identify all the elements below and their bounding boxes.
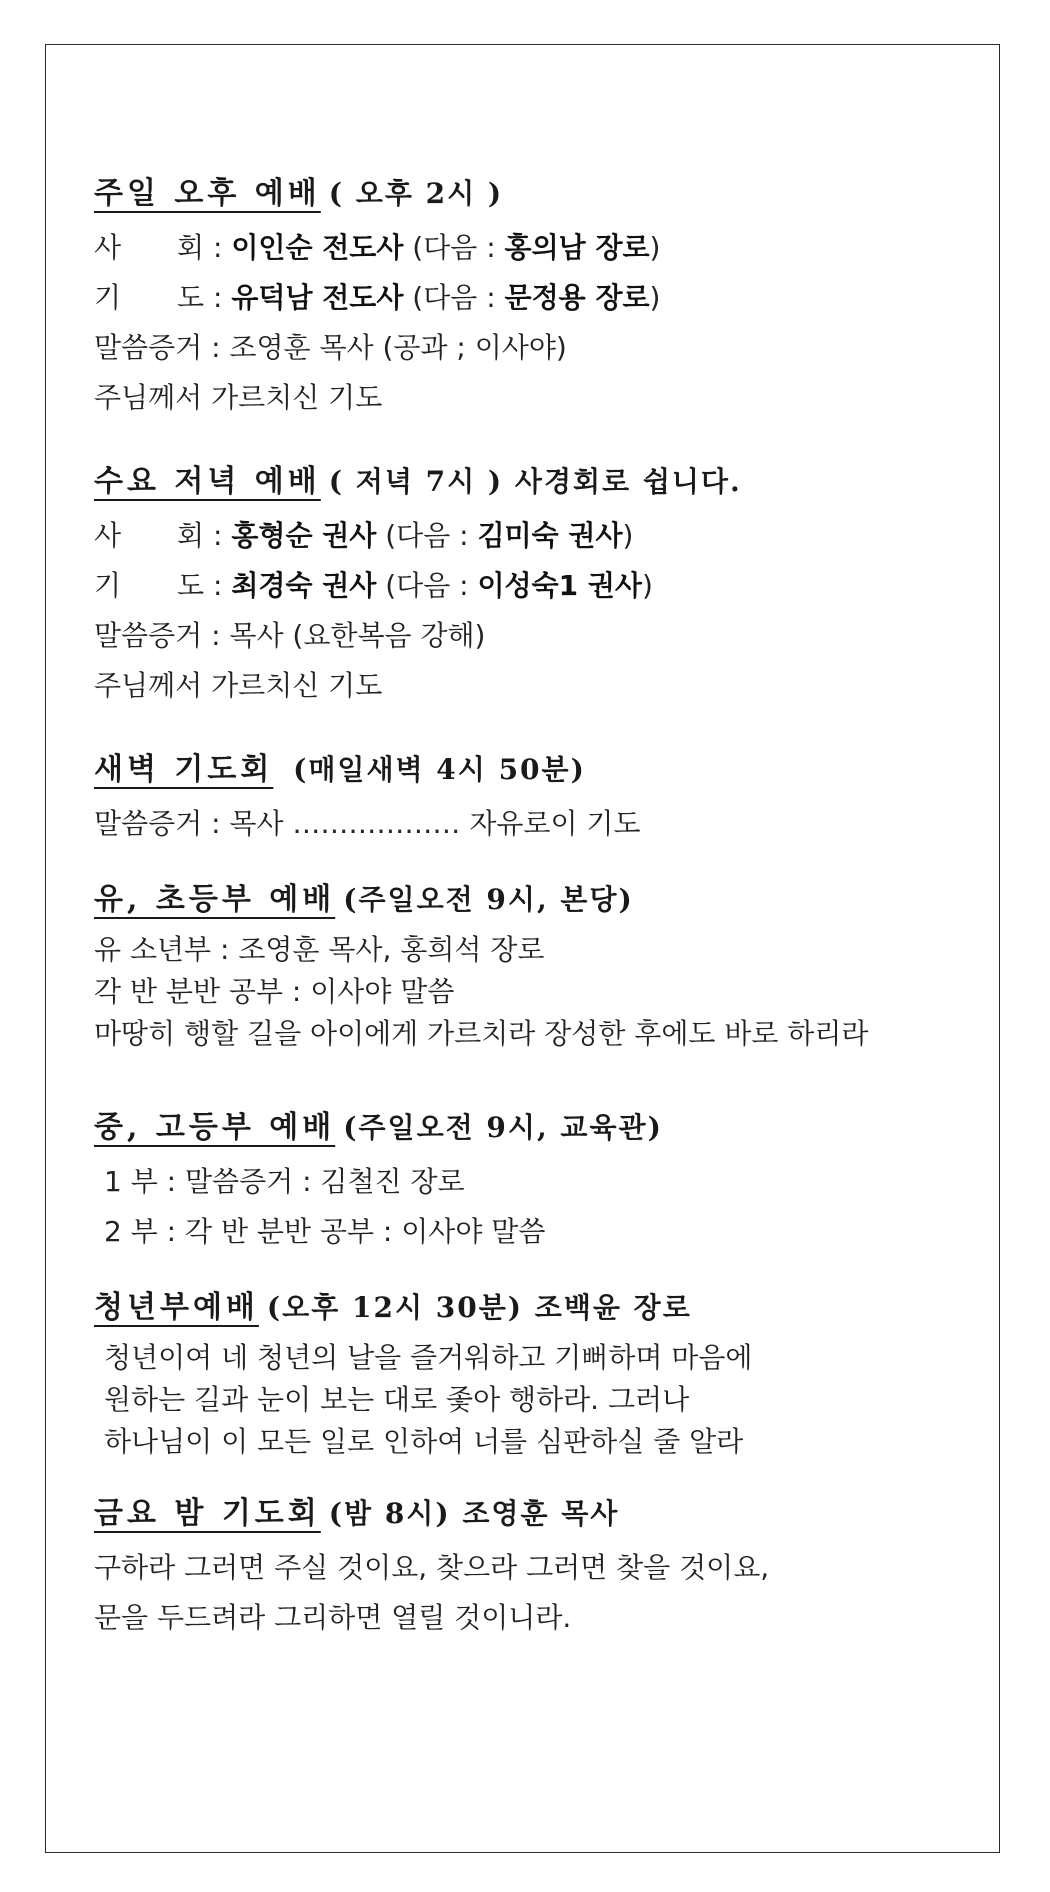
paren-close: ) <box>649 231 661 264</box>
part1-line: 1 부 : 말씀증거 : 김철진 장로 <box>104 1165 465 1198</box>
paren-close: ) <box>649 281 661 314</box>
prayer-name: 최경숙 권사 <box>231 569 377 602</box>
study-line: 각 반 분반 공부 : 이사야 말씀 <box>94 975 455 1008</box>
section-wednesday-evening <box>94 453 979 711</box>
verse-line: 하나님이 이 모든 일로 인하여 너를 심판하실 줄 알라 <box>104 1425 744 1458</box>
section-sunday-afternoon <box>94 165 979 423</box>
lords-prayer-line: 주님께서 가르치신 기도 <box>94 381 383 414</box>
host-line <box>94 511 979 561</box>
section-note: (매일새벽 4시 50분) <box>281 753 586 786</box>
next-host-name: 홍의남 장로 <box>504 231 650 264</box>
section-note: ( 저녁 7시 ) 사경회로 쉽니다. <box>328 465 742 498</box>
section-note: (오후 12시 30분) 조백윤 장로 <box>266 1291 692 1324</box>
section-note: (주일오전 9시, 본당) <box>343 883 634 916</box>
verse-line: 구하라 그러면 주실 것이요, 찾으라 그러면 찾을 것이요, <box>94 1551 770 1584</box>
section-title: 주일 오후 예배 <box>94 176 321 211</box>
section-secondary <box>94 1099 979 1257</box>
host-label: 사 회 : <box>94 231 232 264</box>
lords-prayer-line: 주님께서 가르치신 기도 <box>94 669 383 702</box>
section-heading <box>94 165 979 223</box>
leader-line: 유 소년부 : 조영훈 목사, 홍희석 장로 <box>94 933 545 966</box>
section-friday-prayer <box>94 1485 979 1643</box>
next-host-name: 김미숙 권사 <box>477 519 623 552</box>
sermon-line: 말씀증거 : 목사 (요한복음 강해) <box>94 619 486 652</box>
verse-line: 문을 두드려라 그리하면 열릴 것이니라. <box>94 1601 572 1634</box>
bulletin-frame <box>45 44 1000 1853</box>
host-label: 사 회 : <box>94 519 232 552</box>
section-title: 유, 초등부 예배 <box>94 882 336 917</box>
prayer-label: 기 도 : <box>94 281 232 314</box>
next-label: (다음 : <box>376 569 478 602</box>
section-heading <box>94 1099 979 1157</box>
section-heading <box>94 1485 979 1543</box>
bulletin-content <box>94 165 979 1643</box>
section-title: 중, 고등부 예배 <box>94 1110 336 1145</box>
section-note: ( 오후 2시 ) <box>328 177 504 210</box>
next-label: (다음 : <box>376 519 478 552</box>
section-youth <box>94 1279 979 1463</box>
section-note: (주일오전 9시, 교육관) <box>343 1111 663 1144</box>
section-title: 금요 밤 기도회 <box>94 1496 321 1531</box>
verse-line: 청년이여 네 청년의 날을 즐거워하고 기뻐하며 마음에 <box>104 1341 753 1374</box>
prayer-line <box>94 561 979 611</box>
next-prayer-name: 문정용 장로 <box>504 281 650 314</box>
next-label: (다음 : <box>403 281 505 314</box>
prayer-line <box>94 273 979 323</box>
sermon-line: 말씀증거 : 조영훈 목사 (공과 ; 이사야) <box>94 331 567 364</box>
section-elementary <box>94 871 979 1055</box>
section-heading <box>94 741 979 799</box>
sermon-line: 말씀증거 : 목사 ……………… 자유로이 기도 <box>94 807 641 840</box>
section-title: 수요 저녁 예배 <box>94 464 321 499</box>
section-dawn-prayer <box>94 741 979 849</box>
section-heading <box>94 871 979 929</box>
verse-line: 마땅히 행할 길을 아이에게 가르치라 장성한 후에도 바로 하리라 <box>94 1017 869 1050</box>
host-name: 이인순 전도사 <box>231 231 404 264</box>
paren-close: ) <box>641 569 653 602</box>
host-line <box>94 223 979 273</box>
section-title: 새벽 기도회 <box>94 752 274 787</box>
prayer-label: 기 도 : <box>94 569 232 602</box>
section-heading <box>94 1279 979 1337</box>
part2-line: 2 부 : 각 반 분반 공부 : 이사야 말씀 <box>104 1215 546 1248</box>
paren-close: ) <box>622 519 634 552</box>
next-label: (다음 : <box>403 231 505 264</box>
host-name: 홍형순 권사 <box>231 519 377 552</box>
section-note: (밤 8시) 조영훈 목사 <box>328 1497 620 1530</box>
section-heading <box>94 453 979 511</box>
prayer-name: 유덕남 전도사 <box>231 281 404 314</box>
next-prayer-name: 이성숙1 권사 <box>477 569 642 602</box>
section-title: 청년부예배 <box>94 1290 259 1325</box>
verse-line: 원하는 길과 눈이 보는 대로 좇아 행하라. 그러나 <box>104 1383 690 1416</box>
